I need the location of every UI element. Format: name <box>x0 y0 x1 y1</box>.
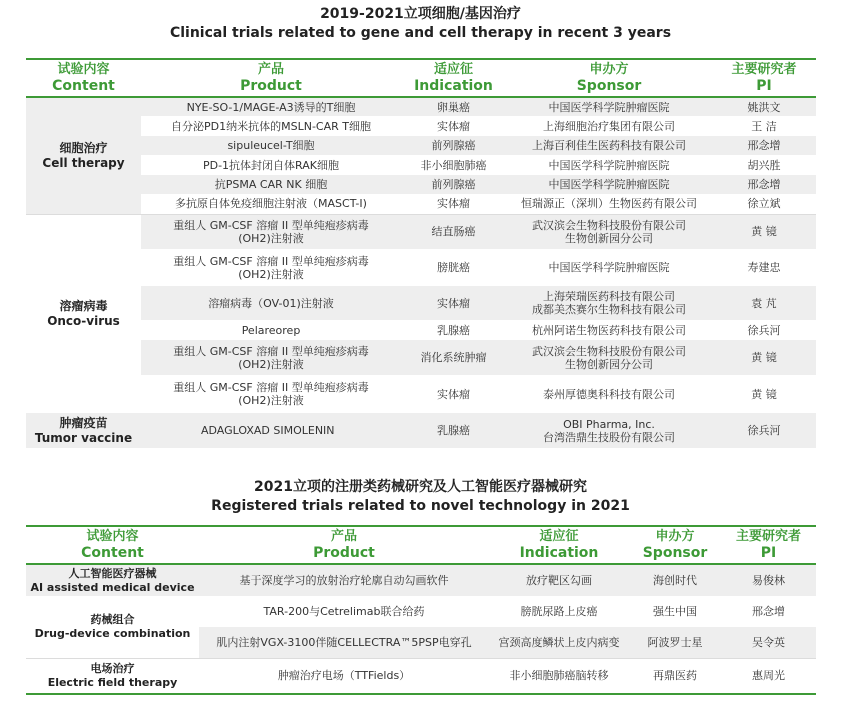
sponsor-line1: 武汉滨会生物科技股份有限公司 <box>532 344 686 358</box>
sponsor-cell: 上海百利佳生医药科技有限公司 <box>506 136 712 155</box>
indication-cell: 前列腺癌 <box>401 175 506 194</box>
sponsor-line1: 上海荣瑞医药科技有限公司 <box>543 290 675 303</box>
header-content-en: Content <box>81 545 144 561</box>
pi-cell: 寿建忠 <box>712 249 816 286</box>
table-row <box>26 596 816 627</box>
category-onco-virus <box>26 214 141 413</box>
header-product-zh: 产品 <box>330 529 357 544</box>
product-cell <box>141 214 401 249</box>
header-indication <box>489 526 629 564</box>
product-cell: 抗PSMA CAR NK 细胞 <box>141 175 401 194</box>
header-indication-zh: 适应征 <box>539 529 579 544</box>
product-cell: 多抗原自体免疫细胞注射液（MASCT-I) <box>141 194 401 214</box>
table-row <box>26 97 816 116</box>
header-sponsor-en: Sponsor <box>642 545 708 561</box>
table-row <box>26 658 816 694</box>
product-cell <box>141 375 401 413</box>
indication-cell: 膀胱尿路上皮癌 <box>489 596 629 627</box>
category-zh: 药械组合 <box>90 612 135 626</box>
header-sponsor <box>629 526 721 564</box>
header-sponsor-en: Sponsor <box>576 78 642 94</box>
product-line2: (OH2)注射液 <box>238 267 304 281</box>
table-row <box>26 320 816 340</box>
category-en: Electric field therapy <box>47 675 178 689</box>
header-indication-en: Indication <box>414 78 493 94</box>
indication-cell: 实体瘤 <box>401 194 506 214</box>
header-pi <box>712 59 816 97</box>
header-product <box>141 59 401 97</box>
category-drug-device <box>26 596 199 658</box>
pi-cell: 黄 镜 <box>712 340 816 375</box>
product-line1: 重组人 GM-CSF 溶瘤 II 型单纯疱疹病毒 <box>173 218 369 232</box>
table2-title-en: Registered trials related to novel technology in 2021 <box>211 498 630 514</box>
header-indication-en: Indication <box>519 545 599 561</box>
header-pi-en: PI <box>760 545 777 561</box>
table-row <box>26 136 816 155</box>
table1-title-en: Clinical trials related to gene and cell therapy in recent 3 years <box>169 25 672 41</box>
header-pi <box>721 526 816 564</box>
table-row <box>26 413 816 448</box>
sponsor-cell: 强生中国 <box>629 596 721 627</box>
product-line1: 重组人 GM-CSF 溶瘤 II 型单纯疱疹病毒 <box>173 254 369 268</box>
category-electric-field <box>26 658 199 694</box>
table1-title-zh: 2019-2021立项细胞/基因治疗 <box>320 6 521 22</box>
pi-cell: 王 洁 <box>712 116 816 136</box>
sponsor-line2: 生物创新园分公司 <box>565 357 653 371</box>
pi-cell: 惠周光 <box>721 658 816 694</box>
pi-cell: 邢念增 <box>712 175 816 194</box>
table-row <box>26 286 816 320</box>
indication-cell: 乳腺癌 <box>401 320 506 340</box>
category-en: Onco-virus <box>47 313 120 328</box>
category-cell-therapy <box>26 97 141 214</box>
category-ai-device <box>26 564 199 596</box>
sponsor-line2: 生物创新园分公司 <box>565 231 653 245</box>
category-zh: 溶瘤病毒 <box>59 298 108 313</box>
product-cell: Pelareorep <box>141 320 401 340</box>
table-row <box>26 249 816 286</box>
product-cell: 肿瘤治疗电场（TTFields） <box>199 658 489 694</box>
product-cell: NYE-SO-1/MAGE-A3诱导的T细胞 <box>141 97 401 116</box>
product-line2: (OH2)注射液 <box>238 394 304 407</box>
product-cell: sipuleucel-T细胞 <box>141 136 401 155</box>
table-row <box>26 340 816 375</box>
product-cell <box>141 249 401 286</box>
sponsor-cell: 中国医学科学院肿瘤医院 <box>506 175 712 194</box>
sponsor-cell <box>506 413 712 448</box>
product-cell: 自分泌PD1纳米抗体的MSLN-CAR T细胞 <box>141 116 401 136</box>
product-cell <box>141 340 401 375</box>
header-content-zh: 试验内容 <box>86 529 139 544</box>
product-line1: 重组人 GM-CSF 溶瘤 II 型单纯疱疹病毒 <box>173 381 369 394</box>
pi-cell: 邢念增 <box>721 596 816 627</box>
sponsor-cell <box>506 214 712 249</box>
sponsor-cell: 恒瑞源正（深圳）生物医药有限公司 <box>506 194 712 214</box>
product-line1: 重组人 GM-CSF 溶瘤 II 型单纯疱疹病毒 <box>173 344 369 358</box>
header-content-zh: 试验内容 <box>57 62 110 77</box>
header-indication-zh: 适应征 <box>433 62 473 77</box>
category-zh: 人工智能医疗器械 <box>68 566 157 580</box>
product-cell: 肌内注射VGX-3100伴随CELLECTRA™5PSP电穿孔 <box>199 627 489 658</box>
sponsor-cell: 阿波罗士星 <box>629 627 721 658</box>
indication-cell: 实体瘤 <box>401 375 506 413</box>
sponsor-line1: 武汉滨会生物科技股份有限公司 <box>532 218 686 232</box>
sponsor-cell <box>506 286 712 320</box>
table-row <box>26 214 816 249</box>
category-tumor-vaccine <box>26 413 141 448</box>
category-en: Tumor vaccine <box>34 430 133 445</box>
pi-cell: 袁 芃 <box>712 286 816 320</box>
header-content <box>26 59 141 97</box>
sponsor-cell: 泰州厚德奥科科技有限公司 <box>506 375 712 413</box>
header-sponsor-zh: 申办方 <box>655 529 695 544</box>
pi-cell: 徐兵河 <box>712 320 816 340</box>
pi-cell: 徐立斌 <box>712 194 816 214</box>
table-header-row <box>26 59 816 97</box>
table-header-row <box>26 526 816 564</box>
sponsor-cell: 中国医学科学院肿瘤医院 <box>506 155 712 175</box>
pi-cell: 吴令英 <box>721 627 816 658</box>
pi-cell: 姚洪文 <box>712 97 816 116</box>
pi-cell: 邢念增 <box>712 136 816 155</box>
table-row <box>26 116 816 136</box>
category-en: Cell therapy <box>42 155 125 170</box>
category-en: Drug-device combination <box>34 626 191 640</box>
indication-cell: 实体瘤 <box>401 286 506 320</box>
table1-title <box>0 5 841 43</box>
indication-cell: 非小细胞肺癌脑转移 <box>489 658 629 694</box>
indication-cell: 膀胱癌 <box>401 249 506 286</box>
sponsor-cell: 中国医学科学院肿瘤医院 <box>506 249 712 286</box>
header-pi-zh: 主要研究者 <box>735 529 801 544</box>
product-cell: 溶瘤病毒（OV-01)注射液 <box>141 286 401 320</box>
header-sponsor <box>506 59 712 97</box>
sponsor-cell: 海创时代 <box>629 564 721 596</box>
table-row <box>26 175 816 194</box>
header-pi-en: PI <box>756 78 772 94</box>
indication-cell: 放疗靶区勾画 <box>489 564 629 596</box>
sponsor-line2: 台湾浩鼎生技股份有限公司 <box>543 430 675 444</box>
header-product-zh: 产品 <box>257 62 284 77</box>
sponsor-line1: OBI Pharma, Inc. <box>563 417 655 431</box>
pi-cell: 徐兵河 <box>712 413 816 448</box>
pi-cell: 易俊林 <box>721 564 816 596</box>
table-row <box>26 564 816 596</box>
header-product-en: Product <box>240 78 302 94</box>
indication-cell: 实体瘤 <box>401 116 506 136</box>
product-line2: (OH2)注射液 <box>238 231 304 245</box>
table-row <box>26 375 816 413</box>
table2-title <box>0 478 841 516</box>
indication-cell: 非小细胞肺癌 <box>401 155 506 175</box>
indication-cell: 前列腺癌 <box>401 136 506 155</box>
table2-title-zh: 2021立项的注册类药械研究及人工智能医疗器械研究 <box>254 479 587 495</box>
product-cell: TAR-200与Cetrelimab联合给药 <box>199 596 489 627</box>
header-content <box>26 526 199 564</box>
indication-cell: 宫颈高度鳞状上皮内病变 <box>489 627 629 658</box>
category-en: AI assisted medical device <box>30 580 195 594</box>
header-pi-zh: 主要研究者 <box>731 62 797 77</box>
header-sponsor-zh: 申办方 <box>589 62 629 77</box>
gene-cell-therapy-table <box>26 58 816 448</box>
sponsor-cell: 上海细胞治疗集团有限公司 <box>506 116 712 136</box>
product-cell: ADAGLOXAD SIMOLENIN <box>141 413 401 448</box>
pi-cell: 黄 镜 <box>712 375 816 413</box>
category-zh: 肿瘤疫苗 <box>59 415 108 430</box>
header-product <box>199 526 489 564</box>
sponsor-cell: 杭州阿诺生物医药科技有限公司 <box>506 320 712 340</box>
indication-cell: 消化系统肿瘤 <box>401 340 506 375</box>
sponsor-cell: 中国医学科学院肿瘤医院 <box>506 97 712 116</box>
header-indication <box>401 59 506 97</box>
product-cell: 基于深度学习的放射治疗轮廓自动勾画软件 <box>199 564 489 596</box>
category-zh: 电场治疗 <box>90 661 135 675</box>
product-line2: (OH2)注射液 <box>238 357 304 371</box>
pi-cell: 胡兴胜 <box>712 155 816 175</box>
sponsor-cell <box>506 340 712 375</box>
indication-cell: 结直肠癌 <box>401 214 506 249</box>
table-row <box>26 194 816 214</box>
product-cell: PD-1抗体封闭自体RAK细胞 <box>141 155 401 175</box>
sponsor-cell: 再鼎医药 <box>629 658 721 694</box>
header-content-en: Content <box>52 78 115 94</box>
sponsor-line2: 成都美杰赛尔生物科技有限公司 <box>532 303 686 316</box>
table-row <box>26 155 816 175</box>
category-zh: 细胞治疗 <box>59 140 108 155</box>
pi-cell: 黄 镜 <box>712 214 816 249</box>
novel-technology-table <box>26 525 816 695</box>
indication-cell: 卵巢癌 <box>401 97 506 116</box>
indication-cell: 乳腺癌 <box>401 413 506 448</box>
header-product-en: Product <box>313 545 375 561</box>
